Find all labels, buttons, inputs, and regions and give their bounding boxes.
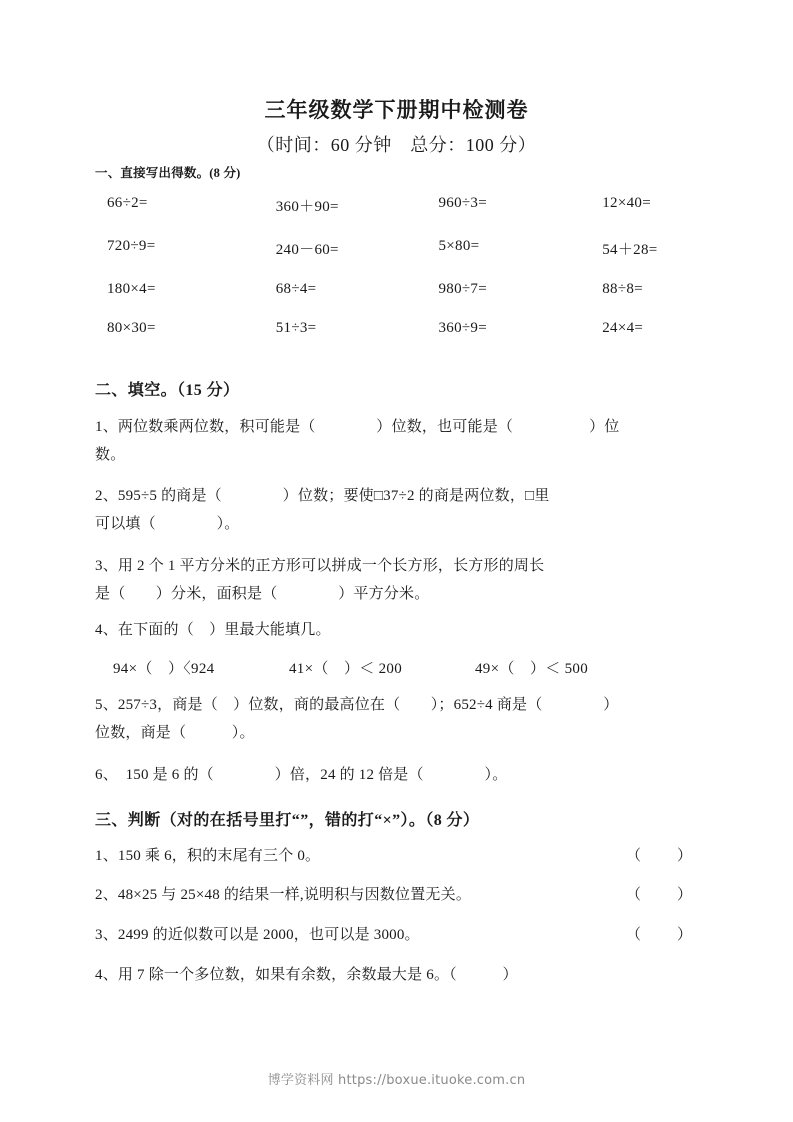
calc-item: 5×80= xyxy=(438,237,480,254)
question-item xyxy=(95,617,698,645)
question-line: 2、595÷5 的商是（ ）位数；要使□37÷2 的商是两位数，□里 xyxy=(95,488,550,505)
calc-item: 960÷3= xyxy=(438,194,487,211)
calc-item: 68÷4= xyxy=(275,280,317,297)
calc-item: 720÷9= xyxy=(107,237,156,254)
calc-item: 80×30= xyxy=(107,319,156,336)
table-row xyxy=(95,320,698,359)
section-heading-true-false: 三、判断（对的在括号里打“”，错的打“×”）。（8 分） xyxy=(95,812,480,830)
calc-item: 66÷2= xyxy=(107,194,148,211)
answer-parenthesis[interactable]: （ ） xyxy=(625,927,694,944)
calc-item: 980÷7= xyxy=(438,280,487,297)
footer-watermark: 博学资料网 https://boxue.ituoke.com.cn xyxy=(267,1073,526,1088)
question-item xyxy=(95,414,698,470)
question-line: 1、两位数乘两位数，积可能是（ ）位数，也可能是（ ）位 xyxy=(95,418,620,435)
inequality-item: 94×（ ）〈924 xyxy=(113,661,215,678)
question-line: 可以填（ ）。 xyxy=(95,516,240,533)
question-line: 位数，商是（ ）。 xyxy=(95,724,255,741)
calc-item: 88÷8= xyxy=(602,280,643,297)
inequality-row xyxy=(95,657,698,678)
inequality-item: 49×（ ）＜ 500 xyxy=(475,661,589,678)
calc-item: 54＋28= xyxy=(602,241,658,258)
exam-meta-subtitle: （时间：60 分钟 总分：100 分） xyxy=(256,135,537,156)
judgement-item xyxy=(95,882,698,910)
answer-parenthesis[interactable]: （ ） xyxy=(625,887,694,904)
question-line: 3、2499 的近似数可以是 2000，也可以是 3000。 xyxy=(95,927,420,944)
question-item xyxy=(95,553,698,609)
answer-parenthesis[interactable]: （ ） xyxy=(625,847,694,864)
question-line: 5、257÷3，商是（ ）位数，商的最高位在（ ）；652÷4 商是（ ） xyxy=(95,697,619,714)
calculation-grid xyxy=(95,195,698,359)
calc-item: 240－60= xyxy=(275,241,339,258)
table-row xyxy=(95,238,698,281)
question-line: 是（ ）分米，面积是（ ）平方分米。 xyxy=(95,585,430,602)
section-heading-oral-calc: 一、直接写出得数。(8 分) xyxy=(95,165,241,180)
question-line: 4、用 7 除一个多位数，如果有余数，余数最大是 6。（ ） xyxy=(95,966,518,983)
calc-item: 360＋90= xyxy=(275,198,339,215)
calc-item: 180×4= xyxy=(107,280,156,297)
judgement-item xyxy=(95,962,698,990)
question-line: 2、48×25 与 25×48 的结果一样,说明积与因数位置无关。 xyxy=(95,887,472,904)
calc-item: 24×4= xyxy=(602,319,644,336)
calc-item: 360÷9= xyxy=(438,319,487,336)
question-line: 1、150 乘 6，积的末尾有三个 0。 xyxy=(95,847,321,864)
table-row xyxy=(95,281,698,320)
section-heading-fill-blank: 二、填空。（15 分） xyxy=(95,381,240,399)
inequality-item: 41×（ ）＜ 200 xyxy=(289,661,403,678)
table-row xyxy=(95,195,698,238)
question-line: 数。 xyxy=(95,446,126,463)
judgement-item xyxy=(95,843,698,871)
question-item xyxy=(95,483,698,539)
question-line: 6、 150 是 6 的（ ）倍，24 的 12 倍是（ ）。 xyxy=(95,766,508,783)
calc-item: 12×40= xyxy=(602,194,651,211)
calc-item: 51÷3= xyxy=(275,319,317,336)
question-line: 3、用 2 个 1 平方分米的正方形可以拼成一个长方形，长方形的周长 xyxy=(95,557,545,574)
question-line: 4、在下面的（ ）里最大能填几。 xyxy=(95,622,331,639)
question-item xyxy=(95,692,698,748)
judgement-item xyxy=(95,922,698,950)
question-item xyxy=(95,762,698,790)
page-title: 三年级数学下册期中检测卷 xyxy=(264,98,529,122)
